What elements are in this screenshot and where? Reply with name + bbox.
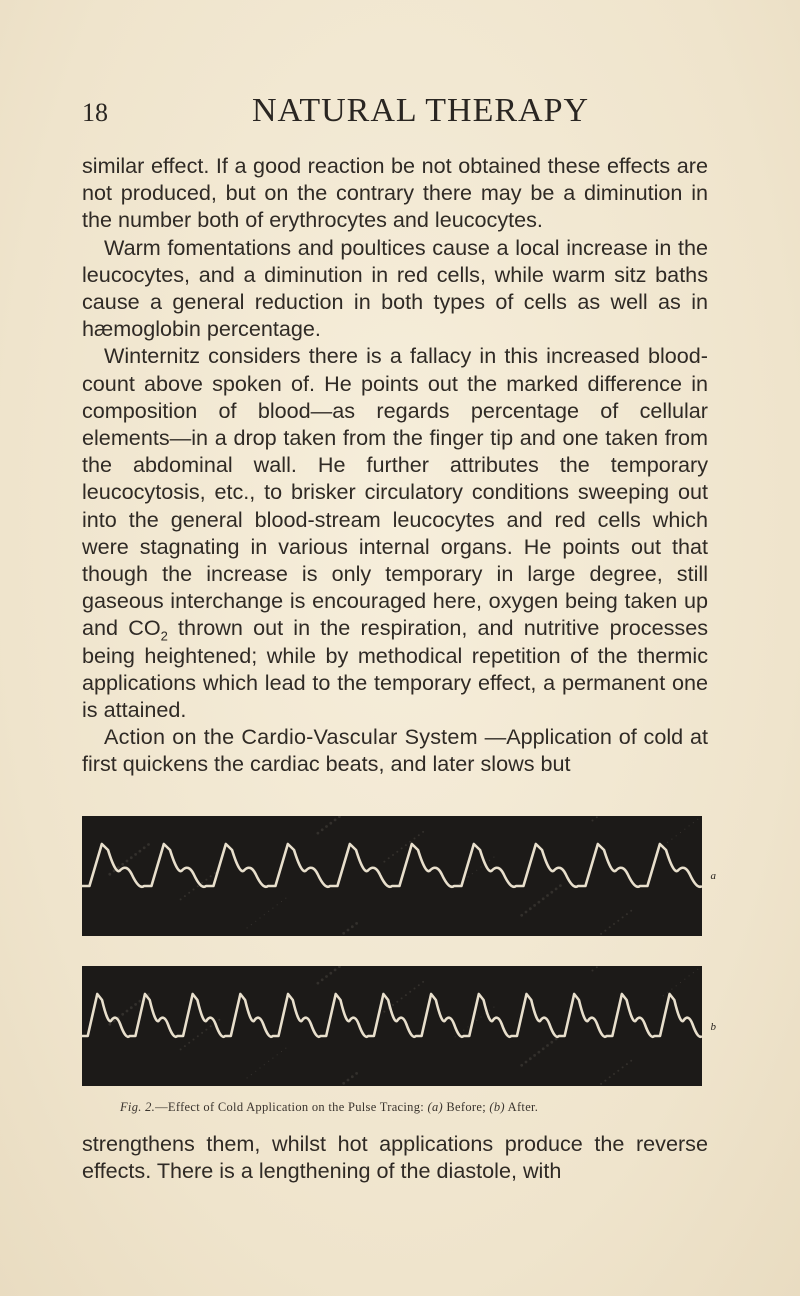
- tracing-a-speckle: [405, 844, 407, 846]
- caption-b: (b): [489, 1100, 505, 1114]
- tracing-b-speckle: [414, 988, 416, 990]
- tracing-a-speckle: [626, 913, 628, 915]
- co2-subscript: 2: [160, 628, 168, 644]
- paragraph-4-rest: —Application of cold at first quickens the cardiac beats, and later slows but: [82, 724, 708, 777]
- tracing-b-speckle: [193, 1039, 195, 1041]
- paragraph-3: [82, 342, 708, 723]
- tracing-b-speckle: [188, 1042, 190, 1044]
- tracing-b-speckle: [609, 1076, 611, 1078]
- paragraph-4: [82, 723, 708, 777]
- tracing-b-speckle: [205, 1029, 207, 1031]
- tracing-a-speckle: [117, 866, 120, 869]
- tracing-b-band: [82, 966, 702, 1086]
- paragraph-3-part-1: Winternitz considers there is a fallacy in this increased blood-count above spoken of. He points out the marked difference in composition of blood—as regards percentage of cellular elements—in a drop taken from the finger tip and one taken from the abdominal wall. He further attributes the temporary leucocytosis, etc., to brisker circulatory conditions sweeping out into the general blood-stream leucocytes and red cells which were stagnating in various internal organs. He points out that though the increase is only temporary in large degree, still gaseous interchange is encouraged here, oxygen being taken up and CO: [82, 343, 708, 641]
- tracing-b-speckle: [251, 1074, 252, 1075]
- tracing-b-speckle: [463, 1030, 464, 1031]
- tracing-a-speckle: [671, 839, 672, 840]
- tracing-a-speckle: [277, 904, 278, 905]
- tracing-b-speckle: [210, 1025, 212, 1027]
- tracing-b-speckle: [255, 1071, 256, 1072]
- tracing-b-speckle: [272, 1058, 273, 1059]
- tracing-a-speckle: [392, 854, 394, 856]
- tracing-a-speckle: [180, 898, 182, 900]
- tracing-b-speckle: [600, 1083, 602, 1085]
- tracing-a-speckle: [538, 901, 541, 904]
- tracing-a-speckle: [264, 914, 265, 915]
- tracing-a-speckle: [121, 863, 124, 866]
- tracing-b-speckle: [325, 975, 328, 978]
- figure-caption: [120, 1100, 700, 1115]
- tracing-a-speckle: [184, 895, 186, 897]
- tracing-b-speckle: [485, 1013, 486, 1014]
- tracing-a-speckle: [201, 882, 203, 884]
- tracing-b-speckle: [268, 1061, 269, 1062]
- tracing-a-speckle: [468, 876, 469, 877]
- tracing-a-speckle: [355, 922, 358, 925]
- tracing-b-speckle: [550, 1041, 553, 1044]
- page-number: 18: [82, 98, 108, 127]
- body-text-bottom: [82, 1130, 708, 1184]
- tracing-b-speckle: [264, 1064, 265, 1065]
- tracing-a-speckle: [693, 822, 694, 823]
- tracing-a-speckle: [401, 847, 403, 849]
- tracing-a-speckle: [126, 860, 129, 863]
- tracing-label-b: b: [710, 1021, 716, 1033]
- tracing-b-speckle: [622, 1066, 624, 1068]
- tracing-b-speckle: [455, 1036, 456, 1037]
- tracing-a-speckle: [383, 861, 385, 863]
- tracing-a-speckle: [689, 825, 690, 826]
- body-text-top: [82, 152, 708, 778]
- tracing-a-speckle: [600, 933, 602, 935]
- tracing-a-speckle: [596, 816, 598, 818]
- tracing-b-speckle: [680, 982, 681, 983]
- tracing-b-speckle: [476, 1020, 477, 1021]
- tracing-a-speckle: [489, 860, 490, 861]
- tracing-b-speckle: [396, 1001, 398, 1003]
- tracing-a-speckle: [147, 843, 150, 846]
- caption-after: After.: [504, 1100, 539, 1114]
- tracing-a-speckle: [555, 888, 558, 891]
- tracing-b-speckle: [392, 1004, 394, 1006]
- tracing-b-speckle: [121, 1013, 124, 1016]
- tracing-a-speckle: [188, 892, 190, 894]
- tracing-a-speckle: [334, 819, 337, 822]
- caption-before: Before;: [442, 1100, 490, 1114]
- tracing-a-speckle: [592, 820, 594, 822]
- tracing-b-speckle: [617, 1070, 619, 1072]
- paragraph-1: similar effect. If a good reaction be not obtained these effects are not produced, but on the contrary there may be a diminution in the number both of erythrocytes and leucocytes.: [82, 153, 708, 233]
- tracing-a-band: [82, 816, 702, 936]
- tracing-a-speckle: [342, 932, 345, 935]
- tracing-a-speckle: [409, 841, 411, 843]
- tracing-a-speckle: [529, 907, 532, 910]
- tracing-b-speckle: [201, 1032, 203, 1034]
- tracing-b-speckle: [405, 994, 407, 996]
- tracing-a-speckle: [388, 857, 390, 859]
- tracing-b-speckle: [342, 1082, 345, 1085]
- tracing-b-speckle: [592, 970, 594, 972]
- tracing-a-speckle: [697, 819, 698, 820]
- tracing-a-speckle: [422, 831, 424, 833]
- tracing-a-speckle: [351, 925, 354, 928]
- tracing-a-speckle: [680, 832, 681, 833]
- tracing-b-speckle: [134, 1003, 137, 1006]
- tracing-a-speckle: [251, 924, 252, 925]
- tracing-b-speckle: [180, 1048, 182, 1050]
- tracing-a-speckle: [476, 870, 477, 871]
- tracing-a-speckle: [480, 866, 481, 867]
- tracing-b-speckle: [259, 1067, 260, 1068]
- tracing-b-speckle: [184, 1045, 186, 1047]
- tracing-a-speckle: [546, 894, 549, 897]
- tracing-a-speckle: [472, 873, 473, 874]
- tracing-b-speckle: [630, 1060, 632, 1062]
- tracing-a-speckle: [210, 875, 212, 877]
- tracing-b-speckle: [329, 972, 332, 975]
- tracing-a-speckle: [609, 926, 611, 928]
- running-head: [82, 92, 718, 136]
- tracing-a-speckle: [130, 856, 133, 859]
- tracing-a-speckle: [667, 842, 668, 843]
- tracing-b-speckle: [355, 1072, 358, 1075]
- tracing-b-speckle: [383, 1011, 385, 1013]
- tracing-b-speckle: [247, 1077, 248, 1078]
- tracing-b-speckle: [525, 1061, 528, 1064]
- tracing-a-speckle: [613, 923, 615, 925]
- tracing-b-speckle: [493, 1007, 494, 1008]
- tracing-a-speckle: [285, 898, 286, 899]
- tracing-a-speckle: [414, 838, 416, 840]
- caption-fig-number: Fig. 2.: [120, 1100, 156, 1114]
- paragraph-2: Warm fomentations and poultices cause a local increase in the leucocytes, and a diminution in red cells, while warm sitz baths cause a general reduction in both types of cells as well as in hæmoglobin percentage.: [82, 234, 708, 342]
- tracing-a-speckle: [108, 873, 111, 876]
- tracing-b-speckle: [468, 1026, 469, 1027]
- tracing-b-speckle: [663, 995, 664, 996]
- figure-pulse-tracing: [82, 816, 722, 1106]
- tracing-a-speckle: [325, 825, 328, 828]
- tracing-b-speckle: [542, 1047, 545, 1050]
- tracing-b-speckle: [533, 1054, 536, 1057]
- running-title: NATURAL THERAPY: [252, 92, 590, 129]
- tracing-b-speckle: [697, 969, 698, 970]
- tracing-b-speckle: [626, 1063, 628, 1065]
- tracing-b-speckle: [480, 1016, 481, 1017]
- tracing-b-speckle: [422, 981, 424, 983]
- side-heading: Action on the Cardio-Vascular System: [104, 724, 478, 750]
- tracing-b-speckle: [520, 1064, 523, 1067]
- tracing-b-speckle: [401, 997, 403, 999]
- tracing-a-speckle: [520, 914, 523, 917]
- tracing-a-speckle: [630, 910, 632, 912]
- tracing-a-speckle: [268, 911, 269, 912]
- tracing-a-speckle: [259, 917, 260, 918]
- tracing-b-speckle: [676, 985, 677, 986]
- tracing-a-speckle: [205, 879, 207, 881]
- tracing-a-speckle: [559, 884, 562, 887]
- tracing-b-speckle: [693, 972, 694, 973]
- tracing-a-speckle: [676, 835, 677, 836]
- tracing-b-speckle: [126, 1010, 129, 1013]
- tracing-a-speckle: [134, 853, 137, 856]
- tracing-label-a: a: [710, 870, 716, 882]
- tracing-a-speckle: [493, 857, 494, 858]
- tracing-a-speckle: [281, 901, 282, 902]
- tracing-b-speckle: [281, 1051, 282, 1052]
- tracing-a-speckle: [329, 822, 332, 825]
- tracing-a-speckle: [272, 908, 273, 909]
- tracing-a-speckle: [139, 850, 142, 853]
- tracing-b-speckle: [409, 991, 411, 993]
- tracing-b-speckle: [277, 1054, 278, 1055]
- tracing-b-speckle: [538, 1051, 541, 1054]
- tracing-a-speckle: [550, 891, 553, 894]
- tracing-a-speckle: [617, 920, 619, 922]
- tracing-a-speckle: [247, 927, 248, 928]
- caption-text: —Effect of Cold Application on the Pulse Tracing:: [155, 1100, 428, 1114]
- tracing-a-speckle: [143, 846, 146, 849]
- tracing-a-speckle: [193, 889, 195, 891]
- tracing-b-speckle: [317, 982, 320, 985]
- tracing-a-speckle: [214, 872, 216, 874]
- tracing-b-speckle: [667, 992, 668, 993]
- paragraph-5: strengthens them, whilst hot applications produce the reverse effects. There is a lengthening of the diastole, with: [82, 1131, 708, 1184]
- tracing-b-speckle: [689, 975, 690, 976]
- tracing-a-speckle: [525, 911, 528, 914]
- tracing-b-speckle: [546, 1044, 549, 1047]
- tracing-a-speckle: [197, 885, 199, 887]
- tracing-b-speckle: [218, 1019, 220, 1021]
- tracing-b-speckle: [613, 1073, 615, 1075]
- tracing-b-speckle: [130, 1006, 133, 1009]
- tracing-a-speckle: [321, 828, 324, 831]
- tracing-a-speckle: [255, 921, 256, 922]
- tracing-b-speckle: [489, 1010, 490, 1011]
- tracing-b-speckle: [108, 1023, 111, 1026]
- tracing-b-speckle: [351, 1075, 354, 1078]
- tracing-b-speckle: [684, 979, 685, 980]
- paragraph-3-part-2: thrown out in the respiration, and nutritive processes being heightened; while by methodical repetition of the thermic applications which lead to the temporary effect, a permanent one is attained.: [82, 615, 708, 723]
- tracing-b-speckle: [418, 984, 420, 986]
- pulse-tracing-after: [82, 966, 702, 1086]
- tracing-b-speckle: [334, 969, 337, 972]
- tracing-b-speckle: [596, 966, 598, 968]
- tracing-a-speckle: [459, 883, 460, 884]
- tracing-b-speckle: [671, 989, 672, 990]
- tracing-b-speckle: [139, 1000, 142, 1003]
- tracing-a-speckle: [542, 897, 545, 900]
- tracing-b-speckle: [529, 1057, 532, 1060]
- tracing-b-speckle: [604, 1080, 606, 1082]
- tracing-a-speckle: [684, 829, 685, 830]
- tracing-b-speckle: [197, 1035, 199, 1037]
- tracing-a-speckle: [418, 834, 420, 836]
- tracing-b-speckle: [285, 1048, 286, 1049]
- caption-a: (a): [427, 1100, 443, 1114]
- tracing-a-speckle: [396, 851, 398, 853]
- tracing-a-speckle: [317, 832, 320, 835]
- pulse-tracing-before: [82, 816, 702, 936]
- tracing-b-speckle: [321, 978, 324, 981]
- tracing-a-speckle: [533, 904, 536, 907]
- tracing-b-speckle: [347, 1079, 350, 1082]
- tracing-a-speckle: [604, 930, 606, 932]
- tracing-a-speckle: [347, 929, 350, 932]
- tracing-a-speckle: [622, 916, 624, 918]
